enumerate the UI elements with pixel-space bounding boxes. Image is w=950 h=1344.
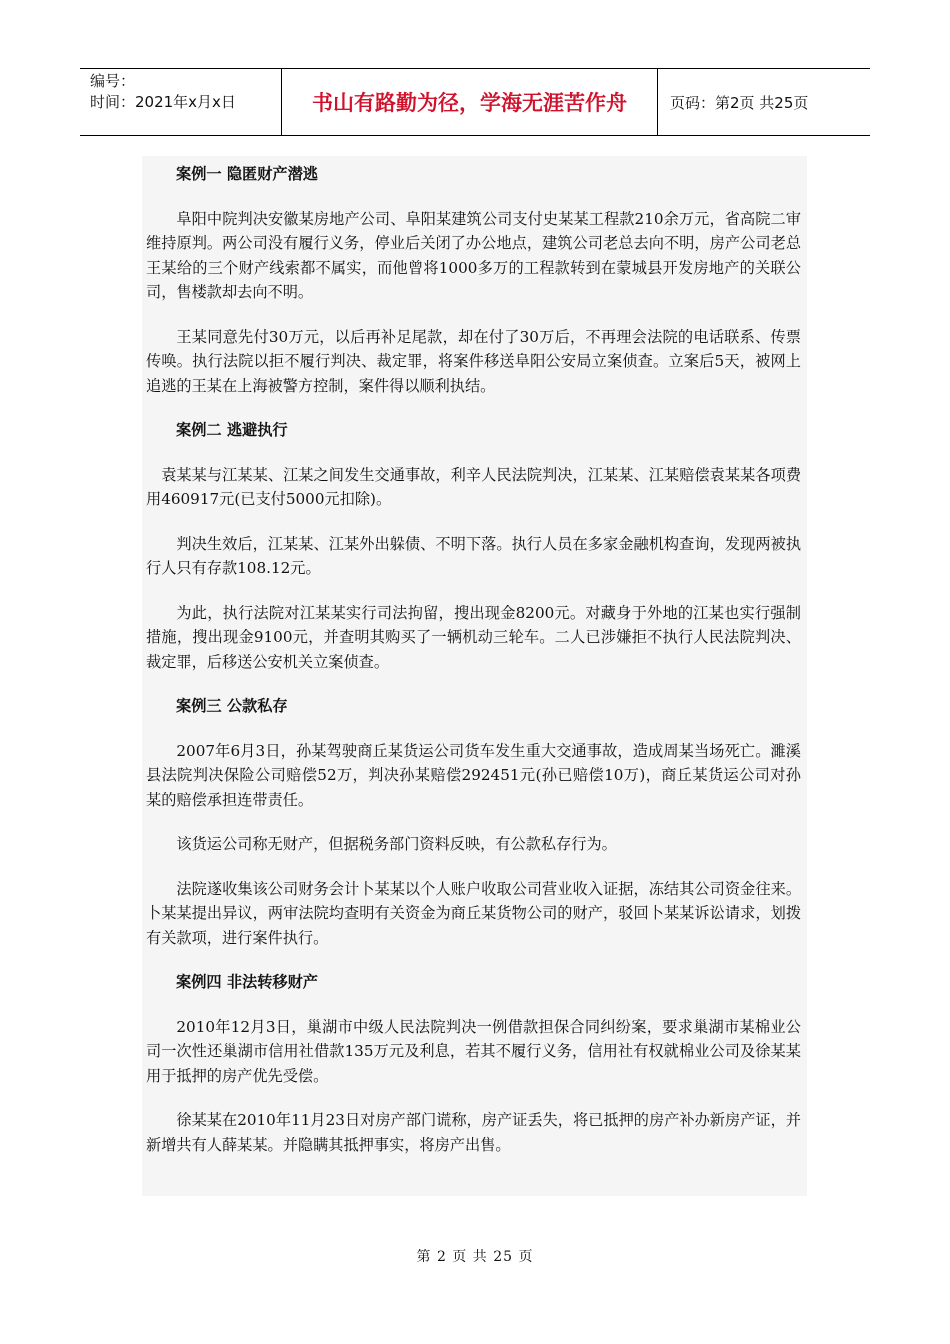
paragraph: 为此，执行法院对江某某实行司法拘留，搜出现金8200元。对藏身于外地的江某也实行强制措施，搜出现金9100元，并查明其购买了一辆机动三轮车。二人已涉嫌拒不执行人民法院判决、裁定罪，后移送公安机关立案侦查。 xyxy=(146,603,801,671)
paragraph: 王某同意先付30万元，以后再补足尾款，却在付了30万后，不再理会法院的电话联系、传票传唤。执行法院以拒不履行判决、裁定罪，将案件移送阜阳公安局立案侦查。立案后5天，被网上追逃的王某在上海被警方控制，案件得以顺利执结。 xyxy=(146,327,801,395)
header-motto: 书山有路勤为径，学海无涯苦作舟 xyxy=(282,69,658,135)
section-title: 案例三 公款私存 xyxy=(176,697,288,715)
paragraph: 2010年12月3日，巢湖市中级人民法院判决一例借款担保合同纠纷案，要求巢湖市某棉业公司一次性还巢湖市信用社借款135万元及利息，若其不履行义务，信用社有权就棉业公司及徐某某用于抵押的房产优先受偿。 xyxy=(146,1017,801,1085)
paragraph: 判决生效后，江某某、江某外出躲债、不明下落。执行人员在多家金融机构查询，发现两被执行人只有存款108.12元。 xyxy=(146,534,801,577)
paragraph: 2007年6月3日，孙某驾驶商丘某货运公司货车发生重大交通事故，造成周某当场死亡。濉溪县法院判决保险公司赔偿52万，判决孙某赔偿292451元(孙已赔偿10万)，商丘某货运公司对孙某的赔偿承担连带责任。 xyxy=(146,741,801,809)
paragraph: 袁某某与江某某、江某之间发生交通事故，利辛人民法院判决，江某某、江某赔偿袁某某各项费用460917元(已支付5000元扣除)。 xyxy=(146,465,801,508)
document-body xyxy=(142,156,807,1196)
header-table xyxy=(80,68,870,136)
paragraph: 该货运公司称无财产，但据税务部门资料反映，有公款私存行为。 xyxy=(176,835,617,853)
paragraph: 阜阳中院判决安徽某房地产公司、阜阳某建筑公司支付史某某工程款210余万元，省高院二审维持原判。两公司没有履行义务，停业后关闭了办公地点，建筑公司老总去向不明，房产公司老总王某给的三个财产线索都不属实，而他曾将1000多万的工程款转到在蒙城县开发房地产的关联公司，售楼款却去向不明。 xyxy=(146,209,801,301)
header-page-label: 页码：第2页 共25页 xyxy=(670,93,809,112)
section-title: 案例四 非法转移财产 xyxy=(176,973,318,991)
document-number-label: 编号： xyxy=(90,72,136,90)
header-left-cell xyxy=(80,69,282,135)
paragraph: 法院遂收集该公司财务会计卜某某以个人账户收取公司营业收入证据，冻结其公司资金往来。卜某某提出异议，两审法院均查明有关资金为商丘某货物公司的财产，驳回卜某某诉讼请求，划拨有关款项，进行案件执行。 xyxy=(146,879,801,947)
document-time-label: 时间：2021年x月x日 xyxy=(90,93,236,111)
section-title: 案例一 隐匿财产潜逃 xyxy=(176,165,318,183)
page-footer: 第 2 页 共 25 页 xyxy=(416,1249,534,1265)
section-title: 案例二 逃避执行 xyxy=(176,421,288,439)
paragraph: 徐某某在2010年11月23日对房产部门谎称，房产证丢失，将已抵押的房产补办新房产证，并新增共有人薛某某。并隐瞒其抵押事实，将房产出售。 xyxy=(146,1111,801,1154)
